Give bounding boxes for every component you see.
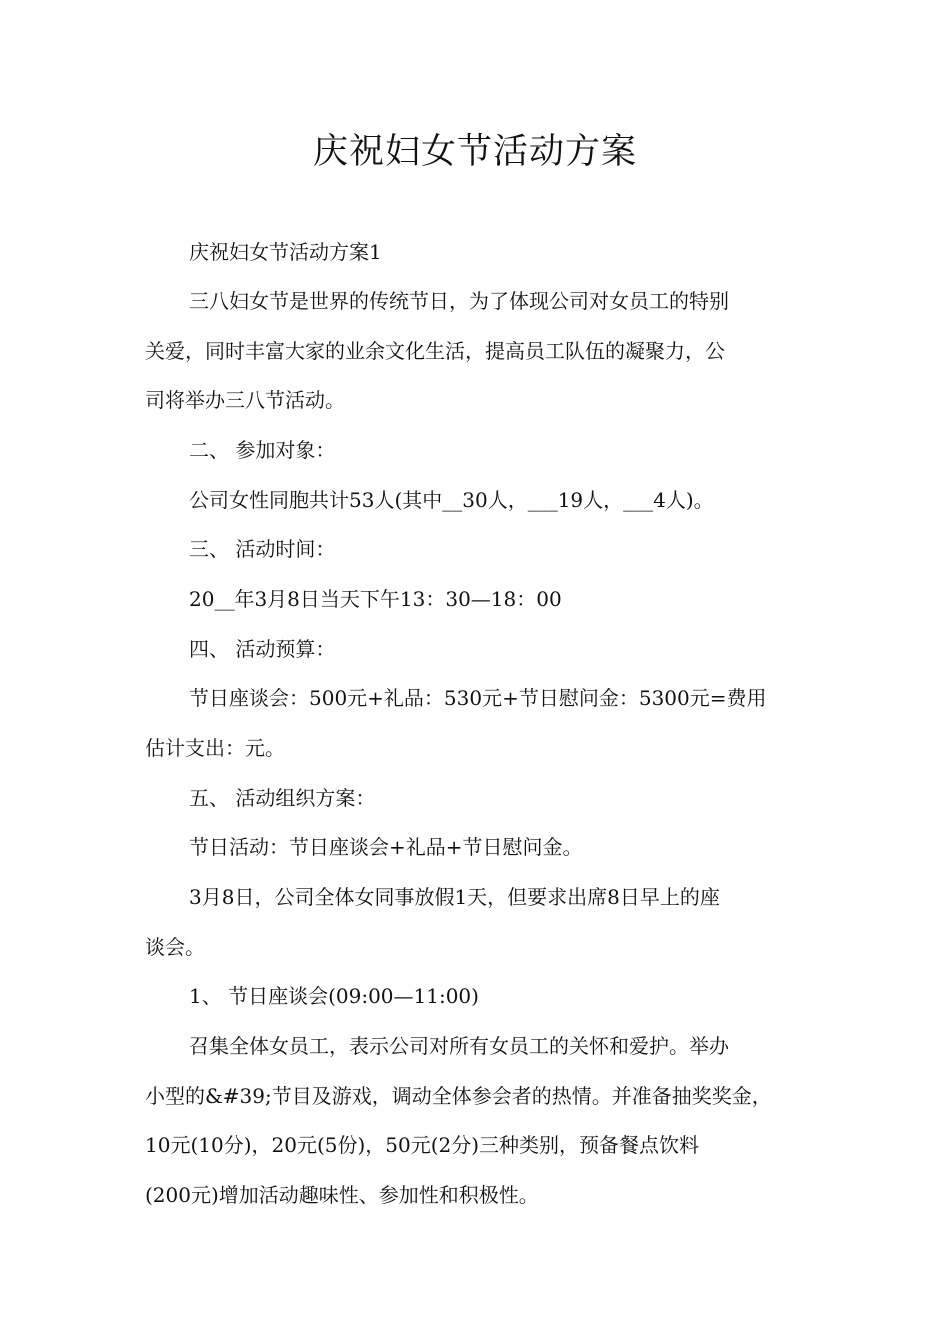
list-heading: 四、 活动预算： [189, 637, 336, 661]
section-heading: 庆祝妇女节活动方案1 [189, 240, 382, 264]
paragraph-line: 公司女性同胞共计53人(其中__30人，___19人，___4人)。 [189, 488, 714, 512]
paragraph-line: 三八妇女节是世界的传统节日，为了体现公司对女员工的特别 [189, 289, 729, 313]
paragraph-line: 召集全体女员工，表示公司对所有女员工的关怀和爱护。举办 [189, 1034, 729, 1058]
paragraph-line: 谈会。 [145, 935, 205, 959]
paragraph-line: 节日活动：节日座谈会+礼品+节日慰问金。 [189, 835, 583, 859]
paragraph-line: 小型的&#39;节目及游戏，调动全体参会者的热情。并准备抽奖奖金， [145, 1084, 772, 1108]
paragraph-line: 10元(10分)，20元(5份)，50元(2分)三种类别，预备餐点饮料 [145, 1133, 700, 1157]
paragraph-line: (200元)增加活动趣味性、参加性和积极性。 [145, 1183, 539, 1207]
paragraph-line: 20__年3月8日当天下午13：30—18：00 [189, 587, 562, 611]
paragraph-line: 估计支出：元。 [145, 736, 285, 760]
paragraph-line: 司将举办三八节活动。 [145, 388, 345, 412]
list-heading: 五、 活动组织方案： [189, 786, 376, 810]
list-heading: 二、 参加对象： [189, 438, 336, 462]
paragraph-line: 3月8日，公司全体女同事放假1天，但要求出席8日早上的座 [189, 885, 720, 909]
list-heading: 三、 活动时间： [189, 537, 336, 561]
paragraph-line: 关爱，同时丰富大家的业余文化生活，提高员工队伍的凝聚力，公 [145, 339, 725, 363]
list-heading: 1、 节日座谈会(09:00—11:00) [189, 984, 479, 1008]
document-title: 庆祝妇女节活动方案 [312, 132, 637, 172]
paragraph-line: 节日座谈会：500元+礼品：530元+节日慰问金：5300元=费用 [189, 686, 767, 710]
